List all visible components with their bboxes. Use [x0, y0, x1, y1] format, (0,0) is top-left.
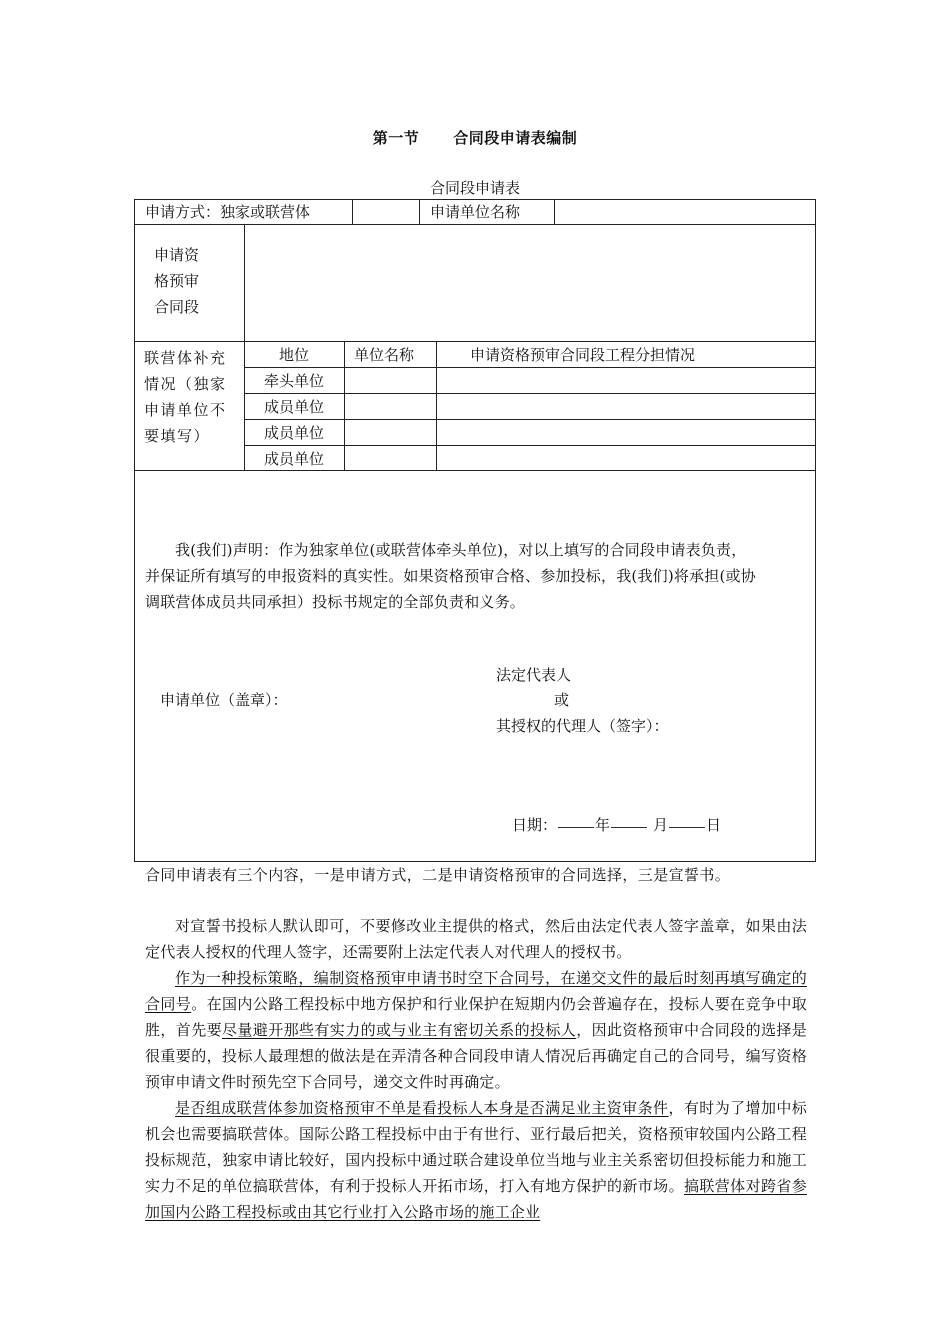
body-text: [145, 913, 807, 1225]
agent-sign-label: 其授权的代理人（签字）：: [496, 717, 669, 735]
paragraph-joint-venture: 是否组成联营体参加资格预审不单是看投标人本身是否满足业主资审条件，有时为了增加中标机会也需要搞联营体。国际公路工程投标中由于有世行、亚行最后把关，资格预审较国内公路工程投标规范，独家申请比较好，国内投标中通过联合建设单位当地与业主关系密切但投标能力和施工实力不足的单位搞联营体，有利于投标人开拓市场，打入有地方保护的新市场。搞联营体对跨省参加国内公路工程投标或由其它行业打入公路市场的施工企业: [145, 1099, 807, 1221]
declaration-line-3: 调联营体成员共同承担）投标书规定的全部负责和义务。: [145, 593, 526, 611]
paragraph-oath: 对宣誓书投标人默认即可，不要修改业主提供的格式，然后由法定代表人签字盖章，如果由法定代表人授权的代理人签字，还需要附上法定代表人对代理人的授权书。: [145, 917, 807, 961]
header-share: 申请资格预审合同段工程分担情况: [470, 346, 696, 364]
row-member-unit: 成员单位: [263, 398, 324, 416]
declaration-line-1: 我(我们)声明：作为独家单位(或联营体牵头单位)，对以上填写的合同段申请表负责，: [175, 541, 747, 559]
applicant-name-value[interactable]: [556, 202, 814, 222]
application-method-value[interactable]: [354, 202, 418, 222]
applicant-seal-label: 申请单位（盖章）：: [160, 691, 288, 709]
year-blank[interactable]: [558, 817, 594, 828]
header-position: 地位: [278, 346, 309, 364]
day-blank[interactable]: [669, 817, 705, 828]
or-label: 或: [554, 691, 570, 709]
declaration-line-2: 并保证所有填写的申报资料的真实性。如果资格预审合格、参加投标，我(我们)将承担(或协: [145, 567, 756, 585]
contract-section-label: 申请资 格预审 合同段: [154, 246, 200, 316]
underlined-text: 作为一种投标策略，编制资格预审申请书时空下合同号，在递交文件的最后时刻再填写确定的合同号: [145, 969, 807, 1013]
table-line: [344, 341, 345, 470]
table-title: 合同段申请表: [429, 179, 520, 197]
applicant-name-label: 申请单位名称: [430, 203, 521, 221]
table-line: [352, 199, 353, 224]
row-member-unit: 成员单位: [263, 450, 324, 468]
table-line: [436, 341, 437, 470]
underlined-text: 尽量避开那些有实力的或与业主有密切关系的投标人: [222, 1021, 577, 1039]
table-line: [134, 341, 816, 342]
day-label: 日: [706, 816, 722, 834]
legal-rep-label: 法定代表人: [496, 666, 572, 684]
underlined-text: 是否组成联营体参加资格预审不单是看投标人本身是否满足业主资审条件: [175, 1099, 669, 1117]
joint-venture-label: 联营体补充 情况（独家 申请单位不 要填写）: [144, 349, 227, 445]
row-member-unit: 成员单位: [263, 424, 324, 442]
table-line: [244, 445, 816, 446]
date-label: 日期：: [512, 816, 558, 834]
table-line: [244, 393, 816, 394]
year-label: 年: [595, 816, 611, 834]
underlined-text: 搞联营体对跨省参加国内公路工程投标或由其它行业打入公路市场的施工企业: [145, 1177, 807, 1221]
section-heading: 合同段申请表编制: [453, 129, 578, 147]
table-line: [244, 419, 816, 420]
table-line: [134, 470, 816, 471]
table-line: [244, 367, 816, 368]
month-label: 月: [653, 816, 669, 834]
application-method-label: 申请方式：独家或联营体: [145, 203, 311, 221]
paragraph-strategy: 作为一种投标策略，编制资格预审申请书时空下合同号，在递交文件的最后时刻再填写确定的合同号。在国内公路工程投标中地方保护和行业保护在短期内仍会普遍存在，投标人要在竞争中取胜，首先要尽量避开那些有实力的或与业主有密切关系的投标人，因此资格预审中合同段的选择是很重要的，投标人最理想的做法是在弄清各种合同段申请人情况后再确定自己的合同号，编写资格预审申请文件时预先空下合同号，递交文件时再确定。: [145, 969, 807, 1091]
table-line: [554, 199, 555, 224]
contract-section-value[interactable]: [246, 226, 814, 339]
section-number: 第一节: [372, 129, 420, 147]
date-line: [512, 815, 721, 835]
section-title: [0, 127, 950, 148]
month-blank[interactable]: [611, 817, 647, 828]
row-lead-unit: 牵头单位: [263, 372, 324, 390]
header-unit-name: 单位名称: [354, 346, 415, 364]
intro-paragraph: 合同申请表有三个内容，一是申请方式，二是申请资格预审的合同选择，三是宣誓书。: [145, 866, 731, 884]
table-line: [134, 224, 816, 225]
table-line: [419, 199, 420, 224]
